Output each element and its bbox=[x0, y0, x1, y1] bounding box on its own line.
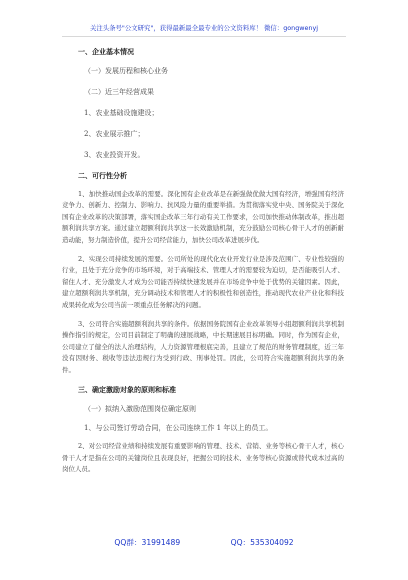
section-2-title: 二、可行性分析 bbox=[78, 172, 127, 180]
section-2-paragraph-1: 1、加快推动国企改革的需要。深化国有企业改革是在新强做优做大国有经济，增强国有经济竞争力、创新力、控制力、影响力、抗风险力量的重要举措。为贯彻落实党中央、国务院关于深化国有企业改革的决策部署，落实国企改革三年行动有关工作要求，公司加快推动体制改革，推出超额利润共享方案。通过建立超额利润共享这一长效激励机制，充分鼓励公司核心骨干人才的创新耐造动能，努力制造价值，提升公司经营能力，加快公司改革进展步伐。 bbox=[62, 190, 344, 244]
header-divider bbox=[62, 36, 346, 37]
section-1-title: 一、企业基本情况 bbox=[78, 48, 134, 56]
footer-qq-group: QQ群：31991489 bbox=[114, 538, 181, 547]
document-body bbox=[62, 48, 344, 475]
section-3-item-1: 1、与公司签订劳动合同，在公司连续工作 1 年以上的员工。 bbox=[84, 424, 273, 433]
footer-contact bbox=[0, 537, 408, 548]
section-1-item-1: 1、农业基础设施建设； bbox=[84, 109, 159, 117]
header-banner: 关注头条号"公文研究"，获得最新最全最专业的公文资料库！ 微信：gongwenyj bbox=[89, 24, 319, 32]
section-1-subtitle-2: （二）近三年经营成果 bbox=[84, 88, 154, 96]
section-3-title: 三、确定激励对象的原则和标准 bbox=[78, 386, 176, 395]
section-3-subtitle-1: （一）拟纳入激励范围岗位确定原则 bbox=[84, 405, 196, 414]
footer-qq: QQ：535304092 bbox=[230, 538, 294, 547]
section-1-subtitle-1: （一）发展历程和核心业务 bbox=[84, 67, 168, 75]
section-1-item-2: 2、农业展示推广； bbox=[84, 130, 145, 138]
section-2-paragraph-3: 3、公司符合实施超额利润共享的条件。依据国务院国有企业改革领导小组超额利润共享机制操作指引的规定，公司目前制定了明确的速展战略，中长期速展目标明确。同时，作为国有企业，公司建立了健全的法人治理结构，人力资源管理根底完善，且建立了规范的财务管理制度，近三年没有因财务、税收等违法违规行为受到行政、刑事处罚。因此，公司符合实施超额利润共享的条件。 bbox=[62, 320, 344, 374]
section-3-paragraph-2: 2、对公司经营业绩和持续发展有重要影响的管理、技术、营销、业务等核心骨干人才，核心骨干人才是指在公司的关键岗位且表现良好，把握公司的技术、业务等核心资源或替代成本过高的岗位人员。 bbox=[62, 442, 344, 473]
section-1-item-3: 3、农业投资开发。 bbox=[84, 151, 145, 159]
section-2-paragraph-2: 2、实现公司持续发展的需要。公司所处的现代化农业开发行业是涉及范围广、专业性较强的行业，且处于充分竞争的市场环境，对于高端技术、管理人才的需要较为迫切，是否能吸引人才、留住人才、充分激发人才成为公司能否持续快速发展并在市场竞争中处于优势的关键因素。因此，建立超额利润共享机制，充分调动技术和管理人才的积极性和创造性，推动现代农业产业化和科技成果转化成为公司当前一项重点任务解决的问题。 bbox=[62, 255, 344, 309]
